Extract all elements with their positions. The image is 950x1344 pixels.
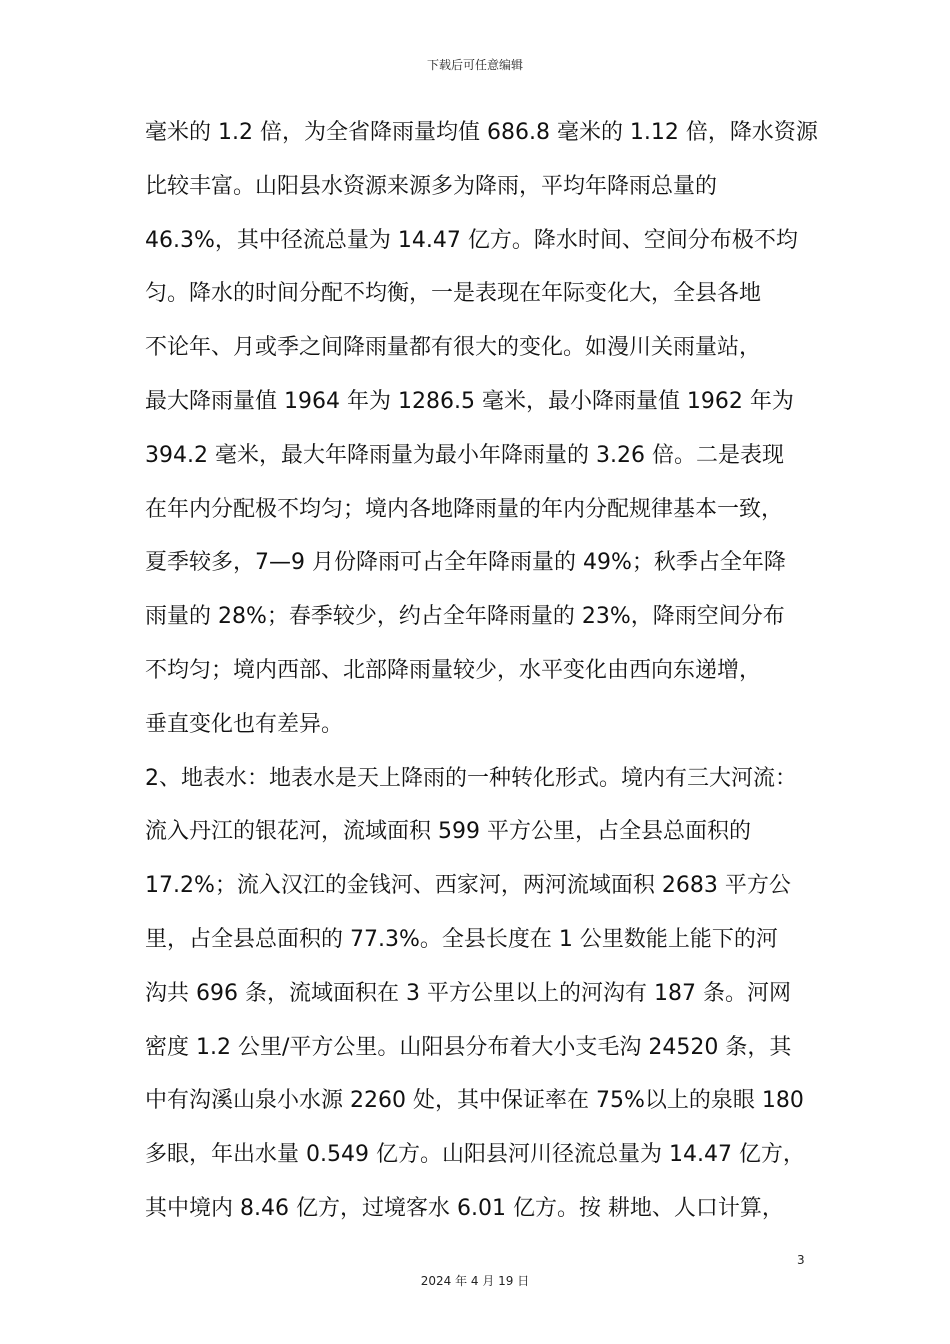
text-line: 多眼，年出水量 0.549 亿方。山阳县河川径流总量为 14.47 亿方， <box>145 1142 805 1168</box>
text-line: 毫米的 1.2 倍，为全省降雨量均值 686.8 毫米的 1.12 倍，降水资源 <box>145 120 818 145</box>
text-line: 46.3%，其中径流总量为 14.47 亿方。降水时间、空间分布极不均 <box>145 227 798 253</box>
text-line: 夏季较多，7—9 月份降雨可占全年降雨量的 49%；秋季占全年降 <box>145 550 786 576</box>
text-line: 中有沟溪山泉小水源 2260 处，其中保证率在 75%以上的泉眼 180 <box>145 1088 804 1114</box>
text-line: 最大降雨量值 1964 年为 1286.5 毫米，最小降雨量值 1962 年为 <box>145 388 794 414</box>
text-line: 其中境内 8.46 亿方，过境客水 6.01 亿方。按 耕地、人口计算， <box>145 1195 784 1221</box>
text-line: 17.2%；流入汉江的金钱河、西家河，两河流域面积 2683 平方公 <box>145 873 791 899</box>
text-line: 394.2 毫米，最大年降雨量为最小年降雨量的 3.26 倍。二是表现 <box>145 442 784 468</box>
document-body <box>145 113 817 1243</box>
text-line: 里，占全县总面积的 77.3%。全县长度在 1 公里数能上能下的河 <box>145 926 778 952</box>
text-line: 不论年、月或季之间降雨量都有很大的变化。如漫川关雨量站， <box>145 335 762 361</box>
text-line: 不均匀；境内西部、北部降雨量较少，水平变化由西向东递增， <box>145 657 762 683</box>
page-number: 3 <box>797 1253 805 1267</box>
text-line: 流入丹江的银花河，流域面积 599 平方公里，占全县总面积的 <box>145 819 751 845</box>
page-footer-date: 2024 年 4 月 19 日 <box>420 1274 530 1288</box>
text-line: 在年内分配极不均匀；境内各地降雨量的年内分配规律基本一致， <box>145 496 784 522</box>
text-line: 垂直变化也有差异。 <box>145 711 344 737</box>
text-line: 沟共 696 条，流域面积在 3 平方公里以上的河沟有 187 条。河网 <box>145 980 791 1006</box>
text-line: 2、地表水：地表水是天上降雨的一种转化形式。境内有三大河流： <box>145 765 797 791</box>
text-line: 密度 1.2 公里/平方公里。山阳县分布着大小支毛沟 24520 条，其 <box>145 1034 792 1060</box>
text-line: 雨量的 28%；春季较少，约占全年降雨量的 23%，降雨空间分布 <box>145 604 785 630</box>
text-line: 匀。降水的时间分配不均衡，一是表现在年际变化大，全县各地 <box>145 281 762 307</box>
text-line: 比较丰富。山阳县水资源来源多为降雨，平均年降雨总量的 <box>145 173 718 199</box>
page-header: 下载后可任意编辑 <box>426 58 523 72</box>
